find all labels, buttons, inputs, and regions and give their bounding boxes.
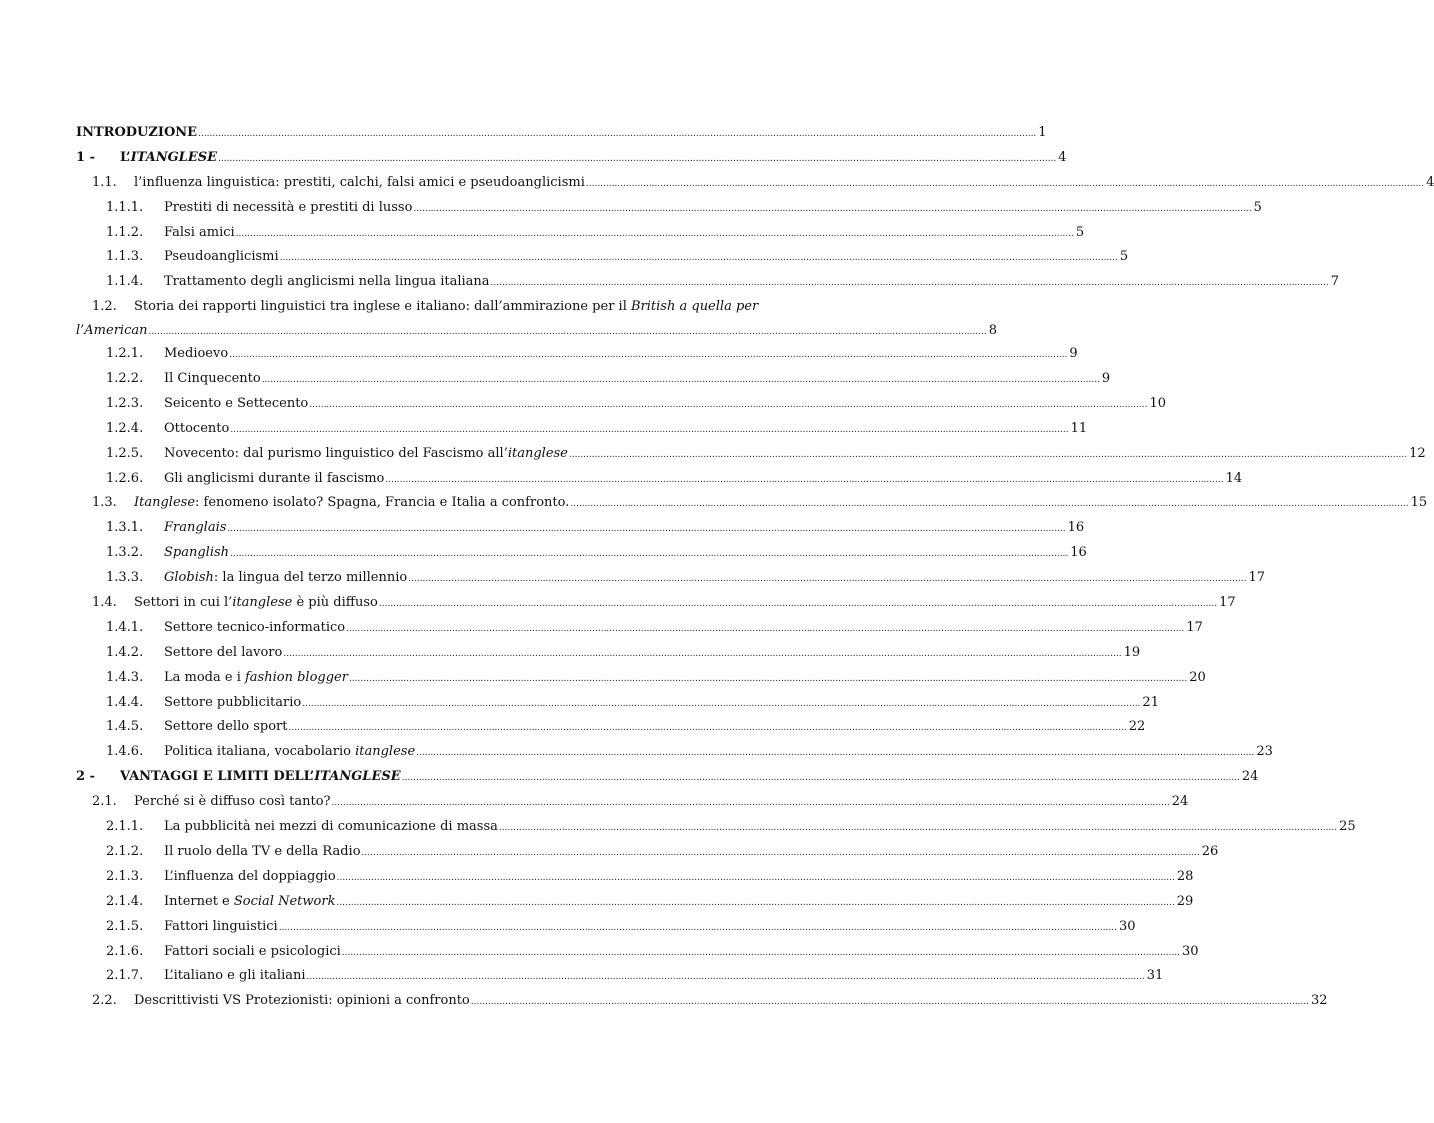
toc-entry-title-part: itanglese	[232, 595, 293, 611]
toc-entry-title-part: L’	[120, 149, 131, 165]
toc-leader-dots	[336, 891, 1174, 916]
toc-entry-title-part: Prestiti di necessità e prestiti di lusso	[164, 199, 413, 215]
toc-entry-title	[164, 616, 345, 641]
toc-entry-title-part: : fenomeno isolato? Spagna, Francia e Italia a confronto.	[195, 495, 570, 511]
toc-leader-dots	[307, 965, 1145, 990]
toc-entry[interactable]	[76, 890, 1194, 915]
toc-entry-title	[164, 915, 278, 940]
toc-entry-title	[164, 940, 341, 965]
toc-leader-dots	[302, 692, 1140, 717]
toc-entry-number: 2.1.1.	[106, 819, 144, 835]
toc-leader-dots	[227, 517, 1065, 542]
toc-entry[interactable]	[76, 815, 1356, 840]
toc-entry-number: 1.2.3.	[106, 395, 144, 411]
toc-page-number: 8	[988, 323, 997, 339]
toc-entry-title-part: Globish	[164, 570, 214, 586]
toc-entry-number: 1.4.2.	[106, 644, 144, 660]
toc-entry-title-part: Settore del lavoro	[164, 644, 283, 660]
toc-entry[interactable]	[76, 691, 1159, 716]
toc-entry-line	[76, 320, 997, 342]
toc-entry-number: 2.1.	[92, 794, 117, 810]
toc-page-number: 32	[1311, 993, 1328, 1009]
toc-entry-title	[164, 566, 407, 591]
toc-page-number: 7	[1330, 274, 1340, 290]
toc-entry[interactable]	[76, 715, 1146, 740]
toc-entry-title-part: Settore tecnico-informatico	[164, 619, 346, 635]
toc-entry-number: 1.1.	[92, 174, 117, 190]
toc-leader-dots	[236, 222, 1074, 247]
toc-entry-title-part: L’influenza del doppiaggio	[164, 868, 336, 884]
toc-entry-number: 2.1.3.	[106, 868, 144, 884]
toc-leader-dots	[491, 271, 1329, 296]
toc-entry-title-part: Fattori linguistici	[164, 918, 278, 934]
toc-leader-dots	[379, 592, 1217, 617]
toc-entry[interactable]	[76, 840, 1219, 865]
toc-entry-title-part: Gli anglicismi durante il fascismo	[164, 470, 385, 486]
toc-entry[interactable]	[76, 541, 1087, 566]
toc-entry[interactable]	[76, 964, 1164, 989]
toc-page-number: 31	[1146, 968, 1164, 984]
toc-entry-number: 1.2.6.	[106, 470, 144, 486]
toc-entry[interactable]	[76, 865, 1194, 890]
toc-entry-number: 1.2.4.	[106, 420, 144, 436]
toc-entry-title	[164, 541, 229, 566]
toc-entry-title-part: : la lingua del terzo millennio	[213, 570, 408, 586]
toc-entry-title-part: Storia dei rapporti linguistici tra inglese e italiano: dall’ammirazione per il	[134, 299, 631, 315]
toc-page-number: 15	[1410, 495, 1428, 511]
toc-entry[interactable]	[76, 989, 1328, 1014]
toc-entry-title	[164, 467, 384, 492]
toc-entry-title-part: British a quella per	[631, 299, 759, 315]
toc-entry-number: 1.2.	[92, 299, 117, 315]
toc-entry-number: 1.3.3.	[106, 570, 144, 586]
toc-entry-title-part: Spanglish	[164, 545, 230, 561]
toc-entry-title-part: Pseudoanglicismi	[164, 249, 279, 265]
toc-entry-title	[134, 989, 470, 1014]
toc-entry-title-part: Falsi amici	[164, 224, 235, 240]
toc-entry-title	[164, 865, 336, 890]
toc-entry-number: 1.4.5.	[106, 719, 144, 735]
toc-page-number: 14	[1225, 470, 1243, 486]
toc-entry-title-part: Franglais	[164, 520, 227, 536]
toc-page-number: 28	[1176, 868, 1194, 884]
toc-entry-title	[164, 221, 235, 246]
toc-entry-number: 1.4.	[92, 595, 117, 611]
toc-leader-dots	[279, 916, 1117, 941]
toc-entry[interactable]	[76, 591, 1236, 616]
toc-entry-title-part: è più diffuso	[292, 595, 378, 611]
toc-page-number: 16	[1070, 545, 1087, 561]
toc-page-number: 4	[1058, 149, 1067, 165]
toc-page-number: 24	[1171, 794, 1189, 810]
toc-entry-number: 1.3.	[92, 495, 117, 511]
toc-entry-title-part: Itanglese	[134, 495, 196, 511]
toc-entry-title	[164, 196, 412, 221]
toc-page-number: 20	[1189, 669, 1206, 685]
toc-entry-number: 1.2.2.	[106, 371, 144, 387]
toc-entry-title-part: Perché si è diffuso così tanto?	[134, 794, 331, 810]
toc-entry[interactable]	[76, 566, 1265, 591]
toc-leader-dots	[471, 990, 1309, 1015]
toc-page-number: 12	[1409, 445, 1426, 461]
toc-entry[interactable]	[76, 940, 1199, 965]
toc-entry-title-part: itanglese	[355, 744, 416, 760]
toc-entry-title	[134, 171, 585, 196]
toc-entry-number: 2.1.7.	[106, 968, 144, 984]
toc-entry-title-part: L’italiano e gli italiani	[164, 968, 306, 984]
toc-entry-title	[164, 840, 361, 865]
toc-entry[interactable]	[76, 146, 1067, 171]
toc-leader-dots	[416, 741, 1254, 766]
toc-entry-title	[134, 491, 569, 516]
toc-entry-title-part: Politica italiana, vocabolario	[164, 744, 356, 760]
toc-entry[interactable]	[76, 417, 1088, 442]
toc-page-number: 24	[1241, 769, 1259, 785]
toc-leader-dots	[309, 393, 1147, 418]
toc-entry-number: 1.4.6.	[106, 744, 144, 760]
toc-leader-dots	[586, 172, 1424, 197]
toc-entry-number: 2.2.	[92, 993, 117, 1009]
toc-entry-line	[92, 295, 759, 320]
toc-page-number: 5	[1075, 224, 1085, 240]
toc-leader-dots	[499, 816, 1337, 841]
toc-entry-number: 1.4.1.	[106, 619, 144, 635]
toc-entry-title-part: itanglese	[507, 445, 568, 461]
toc-entry-title	[134, 295, 758, 320]
toc-leader-dots	[346, 617, 1184, 642]
toc-entry-title	[164, 417, 229, 442]
toc-entry-title-part: INTRODUZIONE	[76, 125, 198, 140]
toc-entry-number: 1 -	[76, 149, 95, 165]
toc-entry-title	[164, 964, 306, 989]
toc-entry-title-part: Descrittivisti VS Protezionisti: opinioni a confronto	[134, 993, 470, 1009]
toc-entry-number: 2.1.4.	[106, 893, 144, 909]
toc-entry[interactable]	[76, 516, 1085, 541]
toc-entry[interactable]	[76, 740, 1273, 765]
toc-entry[interactable]	[76, 442, 1426, 467]
toc-entry-title-part: Trattamento degli anglicismi nella lingua italiana	[164, 274, 490, 290]
toc-leader-dots	[198, 122, 1036, 147]
toc-entry[interactable]	[76, 392, 1167, 417]
toc-page-number: 17	[1248, 570, 1265, 586]
toc-page-number: 16	[1067, 520, 1085, 536]
toc-entry-number: 1.2.1.	[106, 346, 144, 362]
table-of-contents	[76, 121, 1434, 1014]
toc-leader-dots	[570, 492, 1408, 517]
toc-entry-title-part: fashion blogger	[245, 669, 348, 685]
toc-entry-title-part: Settore dello sport	[164, 719, 288, 735]
toc-leader-dots	[342, 941, 1180, 966]
toc-entry-number: 1.1.3.	[106, 249, 144, 265]
toc-entry[interactable]	[76, 491, 1428, 516]
toc-entry-title	[164, 641, 282, 666]
toc-leader-dots	[337, 866, 1175, 891]
toc-entry-title	[120, 146, 217, 171]
toc-entry[interactable]	[76, 245, 1129, 270]
toc-entry[interactable]	[76, 616, 1203, 641]
toc-entry[interactable]	[76, 790, 1189, 815]
toc-entry-title	[164, 342, 228, 367]
toc-entry-number: 1.3.1.	[106, 520, 144, 536]
toc-entry-number: 2.1.6.	[106, 943, 144, 959]
toc-entry[interactable]	[76, 221, 1085, 246]
toc-entry-title	[134, 591, 378, 616]
toc-entry[interactable]	[76, 765, 1259, 790]
toc-entry-title	[120, 765, 401, 790]
toc-entry-title-part: Medioevo	[164, 346, 229, 362]
toc-entry-title	[164, 815, 498, 840]
toc-entry-title	[164, 367, 261, 392]
toc-page-number: 11	[1070, 420, 1088, 436]
toc-page-number: 10	[1149, 395, 1167, 411]
toc-entry-title-part: Il ruolo della TV e della Radio	[164, 843, 361, 859]
toc-page-number: 19	[1123, 644, 1141, 660]
toc-entry-title-part: Ottocento	[164, 420, 230, 436]
toc-entry-title-part: VANTAGGI E LIMITI DELL’	[120, 769, 315, 785]
toc-entry-title-part: La moda e i	[164, 669, 245, 685]
toc-page-number: 17	[1186, 619, 1203, 635]
toc-entry[interactable]	[76, 196, 1262, 221]
toc-entry-number: 1.4.3.	[106, 669, 144, 685]
toc-entry-title	[164, 516, 226, 541]
toc-leader-dots	[408, 567, 1246, 592]
toc-leader-dots	[230, 542, 1068, 567]
toc-entry-title-part: Settore pubblicitario	[164, 694, 302, 710]
toc-entry-title-part: Il Cinquecento	[164, 371, 261, 387]
toc-page-number: 26	[1201, 843, 1219, 859]
toc-page-number: 25	[1339, 819, 1356, 835]
toc-entry[interactable]	[76, 171, 1434, 196]
toc-entry-number: 2.1.2.	[106, 843, 144, 859]
toc-entry-title-part: ITANGLESE	[314, 769, 401, 785]
toc-leader-dots	[229, 343, 1067, 368]
toc-page-number: 17	[1219, 595, 1236, 611]
toc-entry-title-part: Settori in cui l’	[134, 595, 233, 611]
toc-page-number: 21	[1142, 694, 1159, 710]
toc-page-number: 5	[1253, 199, 1262, 215]
toc-leader-dots	[218, 147, 1056, 172]
toc-page-number: 22	[1128, 719, 1146, 735]
toc-leader-dots	[332, 791, 1170, 816]
toc-entry[interactable]	[76, 367, 1111, 392]
toc-page-number: 1	[1038, 125, 1047, 140]
toc-entry-title	[164, 245, 279, 270]
toc-entry-number: 1.1.2.	[106, 224, 144, 240]
toc-entry-title	[164, 666, 348, 691]
toc-entry-title-part: ITANGLESE	[130, 149, 218, 165]
toc-entry-number: 2.1.5.	[106, 918, 144, 934]
toc-entry[interactable]	[76, 666, 1206, 691]
toc-page-number: 23	[1256, 744, 1273, 760]
toc-entry[interactable]	[76, 467, 1243, 492]
toc-page-number: 29	[1176, 893, 1194, 909]
toc-entry-title	[76, 320, 147, 342]
toc-entry-title	[164, 740, 415, 765]
toc-entry-title	[164, 442, 568, 467]
toc-entry-number: 1.3.2.	[106, 545, 144, 561]
toc-entry[interactable]	[76, 342, 1078, 367]
toc-entry-title-part: Seicento e Settecento	[164, 395, 309, 411]
toc-leader-dots	[569, 443, 1407, 468]
toc-leader-dots	[288, 716, 1126, 741]
toc-entry-title	[164, 392, 308, 417]
toc-entry-number: 1.1.1.	[106, 199, 144, 215]
toc-entry-number: 1.1.4.	[106, 274, 144, 290]
toc-entry-title-part: Social Network	[233, 893, 336, 909]
toc-entry-title-part: Fattori sociali e psicologici	[164, 943, 341, 959]
toc-leader-dots	[148, 321, 986, 343]
toc-leader-dots	[349, 667, 1187, 692]
toc-entry-title	[164, 270, 490, 295]
toc-entry-title-part: l’American	[76, 323, 148, 339]
toc-leader-dots	[280, 246, 1118, 271]
toc-leader-dots	[230, 418, 1068, 443]
toc-page-number: 9	[1069, 346, 1078, 362]
toc-entry-title	[134, 790, 331, 815]
toc-page-number: 5	[1119, 249, 1129, 265]
toc-entry-title-part: Internet e	[164, 893, 234, 909]
toc-entry[interactable]	[76, 641, 1141, 666]
toc-page-number: 30	[1182, 943, 1199, 959]
toc-entry-title	[76, 121, 197, 146]
toc-leader-dots	[385, 468, 1223, 493]
toc-leader-dots	[283, 642, 1121, 667]
toc-leader-dots	[402, 766, 1240, 791]
toc-entry-title-part: La pubblicità nei mezzi di comunicazione di massa	[164, 819, 498, 835]
toc-entry-title	[164, 715, 287, 740]
toc-entry-title-part: Novecento: dal purismo linguistico del Fascismo all’	[164, 445, 508, 461]
toc-page-number: 4	[1426, 174, 1434, 190]
toc-entry-number: 1.4.4.	[106, 694, 144, 710]
toc-entry[interactable]	[76, 270, 1340, 295]
toc-entry-number: 2 -	[76, 769, 95, 785]
toc-entry-title	[164, 691, 301, 716]
toc-leader-dots	[262, 368, 1100, 393]
toc-entry[interactable]	[76, 295, 997, 342]
toc-leader-dots	[362, 841, 1200, 866]
toc-entry[interactable]	[76, 121, 1047, 146]
toc-page-number: 9	[1101, 371, 1111, 387]
toc-leader-dots	[413, 197, 1251, 222]
toc-entry-title-part: l’influenza linguistica: prestiti, calchi, falsi amici e pseudoanglicismi	[134, 174, 585, 190]
toc-entry-title	[164, 890, 335, 915]
toc-entry-number: 1.2.5.	[106, 445, 144, 461]
toc-entry[interactable]	[76, 915, 1136, 940]
toc-page-number: 30	[1118, 918, 1136, 934]
